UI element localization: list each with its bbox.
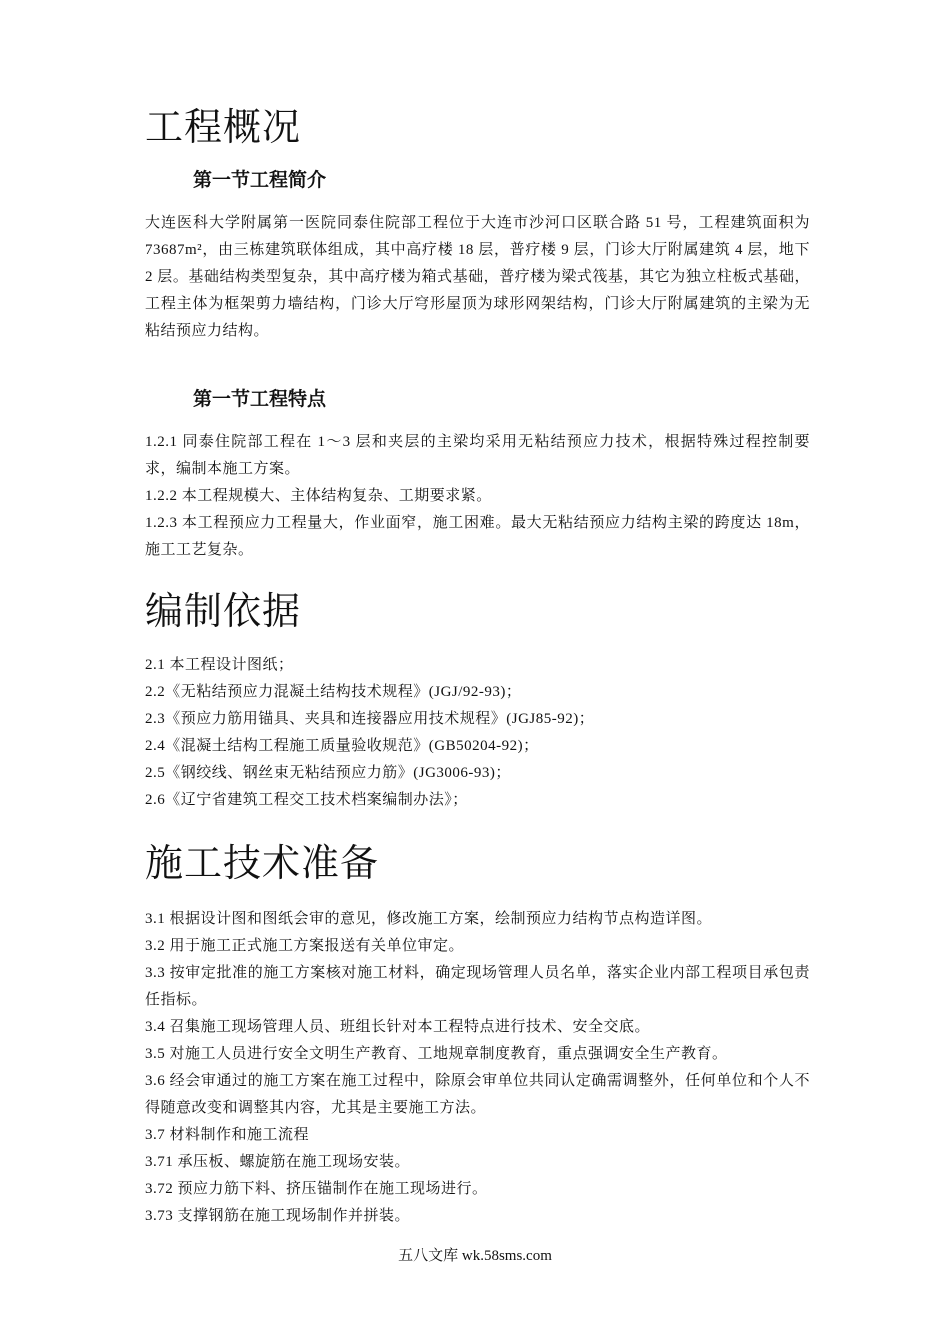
list-item: 3.3 按审定批准的施工方案核对施工材料，确定现场管理人员名单，落实企业内部工程项目承包责任指标。 <box>145 965 810 1008</box>
features-list <box>145 429 810 564</box>
list-item: 3.5 对施工人员进行安全文明生产教育、工地规章制度教育，重点强调安全生产教育。 <box>145 1046 728 1062</box>
list-item: 2.1 本工程设计图纸； <box>145 657 294 673</box>
list-item: 3.7 材料制作和施工流程 <box>145 1127 310 1143</box>
list-item: 1.2.1 同泰住院部工程在 1～3 层和夹层的主梁均采用无粘结预应力技术，根据特殊过程控制要求，编制本施工方案。 <box>145 434 810 477</box>
basis-list <box>145 652 810 814</box>
subheading-features: 第一节工程特点 <box>193 389 327 410</box>
list-item: 2.2《无粘结预应力混凝土结构技术规程》(JGJ/92-93)； <box>145 684 522 700</box>
list-item: 3.71 承压板、螺旋筋在施工现场安装。 <box>145 1154 411 1170</box>
list-item: 1.2.2 本工程规模大、主体结构复杂、工期要求紧。 <box>145 488 492 504</box>
list-item: 2.6《辽宁省建筑工程交工技术档案编制办法》； <box>145 792 468 808</box>
list-item: 3.72 预应力筋下料、挤压锚制作在施工现场进行。 <box>145 1181 488 1197</box>
document-body <box>145 100 810 1230</box>
list-item: 3.4 召集施工现场管理人员、班组长针对本工程特点进行技术、安全交底。 <box>145 1019 651 1035</box>
list-item: 3.1 根据设计图和图纸会审的意见，修改施工方案，绘制预应力结构节点构造详图。 <box>145 911 713 927</box>
heading-basis: 编制依据 <box>145 591 302 633</box>
list-item: 3.2 用于施工正式施工方案报送有关单位审定。 <box>145 938 465 954</box>
list-item: 2.5《钢绞线、钢丝束无粘结预应力筋》(JG3006-93)； <box>145 765 511 781</box>
list-item: 3.73 支撑钢筋在施工现场制作并拼装。 <box>145 1208 411 1224</box>
subheading-intro: 第一节工程简介 <box>193 170 327 191</box>
list-item: 1.2.3 本工程预应力工程量大，作业面窄，施工困难。最大无粘结预应力结构主梁的跨度达 18m，施工工艺复杂。 <box>145 515 810 558</box>
list-item: 2.4《混凝土结构工程施工质量验收规范》(GB50204-92)； <box>145 738 539 754</box>
prep-list <box>145 906 810 1230</box>
footer-watermark: 五八文库 wk.58sms.com <box>398 1248 552 1264</box>
heading-overview: 工程概况 <box>145 107 302 149</box>
list-item: 3.6 经会审通过的施工方案在施工过程中，除原会审单位共同认定确需调整外，任何单位和个人不得随意改变和调整其内容，尤其是主要施工方法。 <box>145 1073 810 1116</box>
heading-prep: 施工技术准备 <box>145 843 380 885</box>
intro-paragraph: 大连医科大学附属第一医院同泰住院部工程位于大连市沙河口区联合路 51 号，工程建筑面积为 73687m²，由三栋建筑联体组成，其中高疗楼 18 层，普疗楼 9 层，门诊大厅附属建筑 4 层，地下 2 层。基础结构类型复杂，其中高疗楼为箱式基础，普疗楼为梁式筏基，其它为独立柱板式基础，工程主体为框架剪力墙结构，门诊大厅穹形屋顶为球形网架结构，门诊大厅附属建筑的主梁为无粘结预应力结构。 <box>145 215 810 339</box>
list-item: 2.3《预应力筋用锚具、夹具和连接器应用技术规程》(JGJ85-92)； <box>145 711 595 727</box>
